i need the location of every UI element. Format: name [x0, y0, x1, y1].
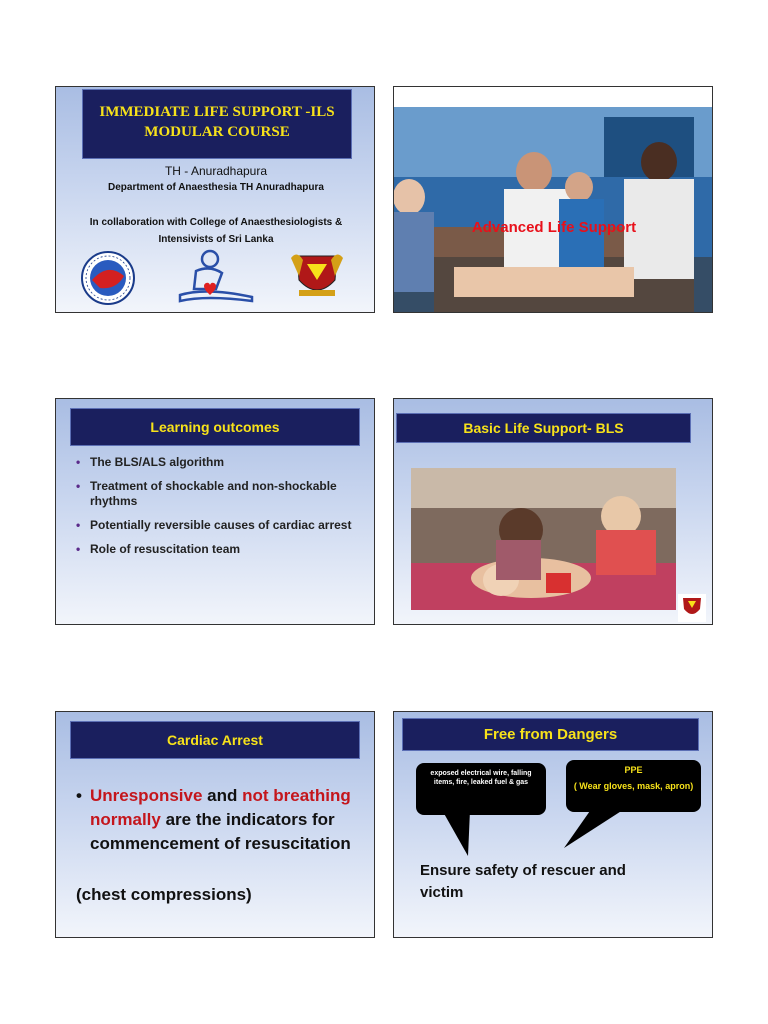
- collab-line1: In collaboration with College of Anaesthesiologists &: [89, 217, 343, 228]
- bullet-dot: •: [76, 786, 82, 805]
- slide-advanced-life-support: [393, 86, 713, 313]
- indicators-text: are the indicators for commencement of resuscitation: [90, 810, 351, 853]
- cpr-logo: [176, 247, 256, 307]
- course-title-line1: IMMEDIATE LIFE SUPPORT -ILS: [99, 104, 335, 120]
- als-overlay-text: Advanced Life Support: [471, 219, 637, 236]
- ppe-label: PPE: [624, 765, 643, 775]
- college-crest-logo: [289, 250, 345, 302]
- department-name: Department of Anaesthesia TH Anuradhapura: [108, 182, 324, 193]
- list-item: • Role of resuscitation team: [76, 542, 356, 557]
- bubble-tails: [394, 712, 713, 938]
- als-scene-photo: [394, 107, 713, 313]
- dangers-title: Free from Dangers: [402, 718, 699, 751]
- chest-compressions-text: (chest compressions): [76, 885, 252, 904]
- list-item: • The BLS/ALS algorithm: [76, 455, 356, 470]
- bls-children-photo: [411, 468, 676, 610]
- college-crest-small-logo: [678, 594, 706, 622]
- cardiac-arrest-title: Cardiac Arrest: [70, 721, 360, 759]
- unresponsive-text: Unresponsive: [90, 786, 203, 805]
- list-item: • Potentially reversible causes of cardiac arrest: [76, 518, 356, 533]
- course-title-line2: MODULAR COURSE: [144, 124, 290, 140]
- bls-title: Basic Life Support- BLS: [396, 413, 691, 443]
- and-text: and: [202, 786, 243, 805]
- learning-outcomes-list: [76, 455, 356, 566]
- slide-basic-life-support: [393, 398, 713, 625]
- not-breathing-text: not breathing normally: [90, 786, 351, 829]
- slide-free-from-dangers: [393, 711, 713, 938]
- slide-learning-outcomes: [55, 398, 375, 625]
- learning-outcomes-title: Learning outcomes: [70, 408, 360, 446]
- slide-ils-course: [55, 86, 375, 313]
- collab-line2: Intensivists of Sri Lanka: [158, 234, 274, 245]
- ppe-detail: ( Wear gloves, mask, apron): [573, 781, 694, 791]
- safety-text: Ensure safety of rescuer and victim: [420, 862, 626, 901]
- course-title: [82, 89, 352, 159]
- list-item: • Treatment of shockable and non-shockable rhythms: [76, 479, 356, 509]
- hazards-bubble: exposed electrical wire, falling items, fire, leaked fuel & gas: [416, 763, 546, 815]
- cardiac-arrest-statement: [76, 784, 375, 856]
- slide-cardiac-arrest: [55, 711, 375, 938]
- ppe-bubble: [566, 760, 701, 812]
- society-logo: [80, 250, 136, 306]
- hospital-name: TH - Anuradhapura: [164, 164, 268, 178]
